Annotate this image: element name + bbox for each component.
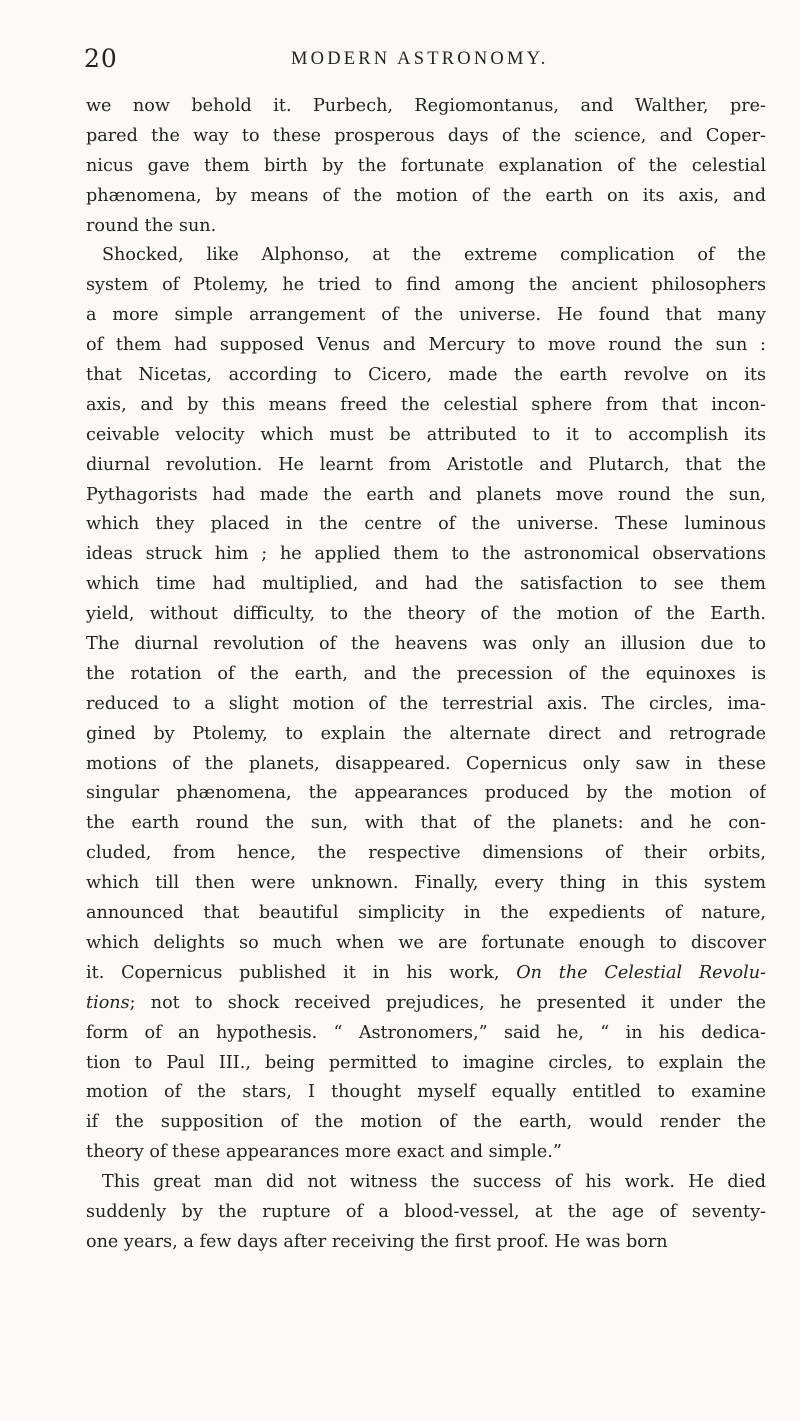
text-line (86, 1198, 766, 1228)
text-line (86, 361, 766, 391)
text-segment: diurnal revolution. He learnt from Aristotle and Plutarch, that the (86, 454, 766, 475)
text-segment: singular phænomena, the appearances produced by the motion of (86, 783, 766, 804)
text-segment: This great man did not witness the success of his work. He died (102, 1172, 766, 1193)
text-line (86, 331, 766, 361)
text-line (86, 630, 766, 660)
text-segment: the rotation of the earth, and the precession of the equinoxes is (86, 663, 766, 684)
text-segment: theory of these appearances more exact and simple.” (86, 1142, 562, 1163)
text-segment: we now behold it. Purbech, Regiomontanus, and Walther, pre- (86, 96, 766, 116)
text-segment: it. Copernicus published it in his work, (86, 962, 517, 983)
text-line (86, 92, 766, 122)
text-segment: Shocked, like Alphonso, at the extreme complication of the (102, 245, 766, 266)
text-line (86, 212, 766, 242)
text-segment: ceivable velocity which must be attributed to it to accomplish its (86, 424, 766, 445)
text-line (86, 1168, 766, 1198)
text-segment: axis, and by this means freed the celestial sphere from that incon- (86, 394, 766, 415)
text-segment: round the sun. (86, 215, 217, 236)
text-segment: motion of the stars, I thought myself equally entitled to examine (86, 1082, 766, 1103)
text-segment: which they placed in the centre of the universe. These luminous (86, 514, 766, 535)
text-segment: pared the way to these prosperous days of the science, and Coper- (86, 125, 766, 146)
text-line (86, 570, 766, 600)
text-segment: suddenly by the rupture of a blood-vessel, at the age of seventy- (86, 1201, 766, 1222)
text-line (86, 1019, 766, 1049)
text-line (86, 1108, 766, 1138)
text-line (86, 481, 766, 511)
text-segment: which till then were unknown. Finally, every thing in this system (86, 873, 766, 894)
text-segment: which delights so much when we are fortunate enough to discover (86, 932, 766, 953)
text-line (86, 720, 766, 750)
text-segment: that Nicetas, according to Cicero, made the earth revolve on its (86, 365, 766, 386)
text-segment: reduced to a slight motion of the terrestrial axis. The circles, ima- (86, 693, 766, 714)
text-line (86, 1078, 766, 1108)
page-header (0, 44, 800, 84)
text-line (86, 540, 766, 570)
text-segment: ideas struck him ; he applied them to the astronomical observations (86, 544, 766, 565)
text-segment: phænomena, by means of the motion of the earth on its axis, and (86, 185, 766, 206)
text-line (86, 779, 766, 809)
italic-text: On the Celestial Revolu- (516, 962, 766, 983)
text-segment: which time had multiplied, and had the satisfaction to see them (86, 574, 766, 595)
text-line (86, 809, 766, 839)
text-segment: if the supposition of the motion of the earth, would render the (86, 1112, 766, 1133)
text-segment: The diurnal revolution of the heavens was only an illusion due to (86, 634, 766, 655)
page-number: 20 (84, 44, 118, 73)
text-line (86, 421, 766, 451)
text-segment: form of an hypothesis. “ Astronomers,” said he, “ in his dedica- (86, 1022, 766, 1043)
text-line (86, 510, 766, 540)
text-line (86, 899, 766, 929)
body-text (86, 92, 766, 1258)
text-line (86, 989, 766, 1019)
text-line (86, 451, 766, 481)
italic-text: tions (86, 992, 130, 1013)
text-segment: system of Ptolemy, he tried to find among the ancient philosophers (86, 275, 766, 296)
text-line (86, 660, 766, 690)
text-line (86, 182, 766, 212)
text-segment: Pythagorists had made the earth and planets move round the sun, (86, 484, 766, 505)
text-segment: motions of the planets, disappeared. Copernicus only saw in these (86, 753, 766, 774)
text-segment: gined by Ptolemy, to explain the alternate direct and retrograde (86, 723, 766, 744)
text-segment: one years, a few days after receiving the first proof. He was born (86, 1231, 668, 1252)
text-segment: nicus gave them birth by the fortunate explanation of the celestial (86, 155, 766, 176)
text-segment: yield, without difficulty, to the theory of the motion of the Earth. (86, 604, 766, 625)
text-line (86, 750, 766, 780)
text-segment: ; not to shock received prejudices, he presented it under the (129, 992, 766, 1013)
text-line (86, 959, 766, 989)
text-line (86, 241, 766, 271)
text-line (86, 690, 766, 720)
text-line (86, 271, 766, 301)
text-line (86, 839, 766, 869)
text-line (86, 152, 766, 182)
text-line (86, 1228, 766, 1258)
text-segment: a more simple arrangement of the universe. He found that many (86, 305, 766, 326)
text-line (86, 122, 766, 152)
text-segment: cluded, from hence, the respective dimensions of their orbits, (86, 843, 766, 864)
running-head: MODERN ASTRONOMY. (291, 49, 549, 69)
text-segment: the earth round the sun, with that of the planets: and he con- (86, 813, 766, 834)
text-line (86, 600, 766, 630)
text-line (86, 1049, 766, 1079)
text-segment: tion to Paul III., being permitted to imagine circles, to explain the (86, 1052, 766, 1073)
text-line (86, 929, 766, 959)
text-segment: announced that beautiful simplicity in the expedients of nature, (86, 903, 766, 924)
text-segment: of them had supposed Venus and Mercury to move round the sun : (86, 335, 766, 356)
text-line (86, 301, 766, 331)
text-line (86, 869, 766, 899)
text-line (86, 1138, 766, 1168)
text-line (86, 391, 766, 421)
